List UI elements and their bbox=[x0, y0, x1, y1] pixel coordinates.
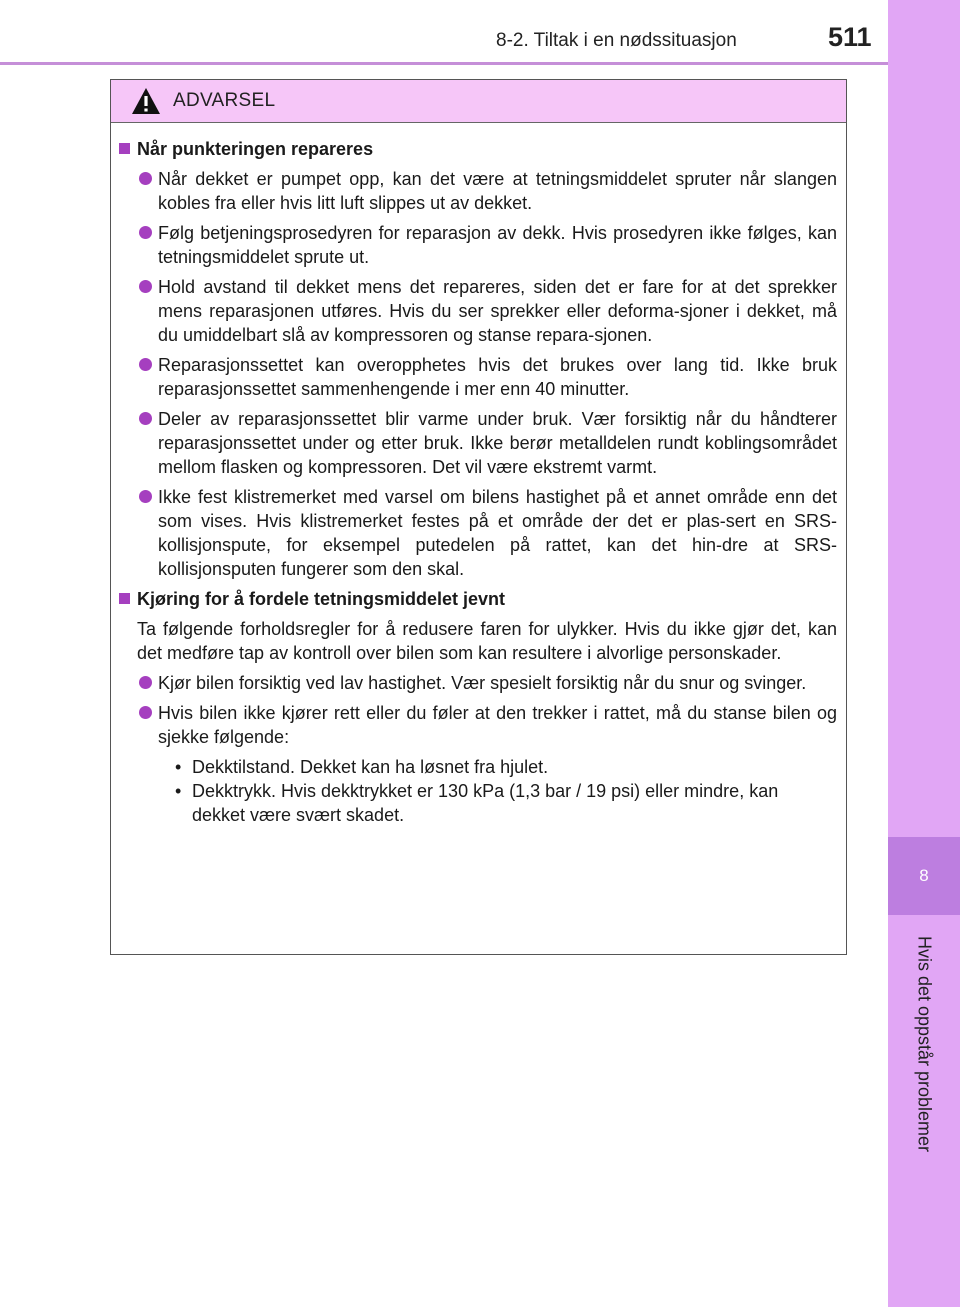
chapter-number-box bbox=[888, 837, 960, 915]
list-item-text: Hvis bilen ikke kjører rett eller du føler at den trekker i rattet, må du stanse bilen og sjekke følgende: bbox=[158, 703, 837, 747]
sub-list-item bbox=[171, 779, 837, 827]
circle-bullet-icon bbox=[139, 172, 152, 185]
list-item bbox=[119, 167, 837, 215]
list-item-text: Følg betjeningsprosedyren for reparasjon av dekk. Hvis prosedyren ikke følges, kan tetningsmiddelet sprute ut. bbox=[158, 223, 837, 267]
list-item bbox=[119, 407, 837, 479]
list-item-text: Når dekket er pumpet opp, kan det være at tetningsmiddelet spruter når slangen kobles fra eller hvis litt luft slippes ut av dekket. bbox=[158, 169, 837, 213]
circle-bullet-icon bbox=[139, 706, 152, 719]
list-item bbox=[119, 275, 837, 347]
square-bullet-icon bbox=[119, 143, 130, 154]
header-rule bbox=[0, 62, 888, 65]
section-heading bbox=[119, 587, 837, 611]
circle-bullet-icon bbox=[139, 676, 152, 689]
list-item-text: Ikke fest klistremerket med varsel om bilens hastighet på et annet område enn det som vises. Hvis klistremerket festes på et område der det er plas-sert en SRS-kollisjonspute, for eksempel putedelen på rattet, kan det hin-dre at SRS-kollisjonsputen fungerer som den skal. bbox=[158, 487, 837, 579]
list-item bbox=[119, 701, 837, 749]
section-intro: Ta følgende forholdsregler for å redusere faren for ulykker. Hvis du ikke gjør det, kan det medføre tap av kontroll over bilen som kan resultere i alvorlige personskader. bbox=[137, 619, 837, 663]
circle-bullet-icon bbox=[139, 358, 152, 371]
warning-box bbox=[110, 79, 847, 955]
chapter-title: Hvis det oppstår problemer bbox=[914, 935, 935, 1153]
list-item bbox=[119, 221, 837, 269]
chapter-number: 8 bbox=[919, 866, 929, 885]
sub-bullet-mark: • bbox=[175, 757, 182, 777]
warning-header bbox=[111, 80, 846, 123]
square-bullet-icon bbox=[119, 593, 130, 604]
list-item-text: Kjør bilen forsiktig ved lav hastighet. Vær spesielt forsiktig når du snur og svinger. bbox=[158, 673, 807, 693]
section-heading bbox=[119, 137, 837, 161]
circle-bullet-icon bbox=[139, 490, 152, 503]
list-item bbox=[119, 353, 837, 401]
list-item-text: Hold avstand til dekket mens det repareres, siden det er fare for at det sprekker mens reparasjonen utføres. Hvis du ser sprekker eller deforma-sjoner i dekket, må du umiddelbart slå av kompressoren og stanse repara-sjonen. bbox=[158, 277, 837, 345]
list-item bbox=[119, 485, 837, 581]
sub-bullet-mark: • bbox=[175, 781, 182, 801]
circle-bullet-icon bbox=[139, 280, 152, 293]
list-item-text: Deler av reparasjonssettet blir varme under bruk. Vær forsiktig når du håndterer reparasjonssettet under og etter bruk. Ikke berør metalldelen rundt koblingsområdet mellom flasken og kompressoren. Det vil være ekstremt varmt. bbox=[158, 409, 837, 477]
warning-label: ADVARSEL bbox=[173, 90, 276, 111]
page-number: 511 bbox=[828, 22, 872, 52]
section-title: 8-2. Tiltak i en nødssituasjon bbox=[496, 30, 737, 51]
section-heading-text: Kjøring for å fordele tetningsmiddelet jevnt bbox=[137, 589, 506, 609]
section-heading-text: Når punkteringen repareres bbox=[137, 139, 374, 159]
circle-bullet-icon bbox=[139, 226, 152, 239]
warning-body bbox=[111, 123, 846, 827]
sub-list-item-text: Dekktilstand. Dekket kan ha løsnet fra hjulet. bbox=[192, 757, 549, 777]
list-item bbox=[119, 671, 837, 695]
sub-list-item bbox=[171, 755, 837, 779]
warning-triangle-icon bbox=[131, 87, 161, 115]
list-item-text: Reparasjonssettet kan overopphetes hvis det brukes over lang tid. Ikke bruk reparasjonssettet sammenhengende i mer enn 40 minutter. bbox=[158, 355, 837, 399]
sub-list-item-text: Dekktrykk. Hvis dekktrykket er 130 kPa (1,3 bar / 19 psi) eller mindre, kan dekket være svært skadet. bbox=[192, 781, 779, 825]
circle-bullet-icon bbox=[139, 412, 152, 425]
